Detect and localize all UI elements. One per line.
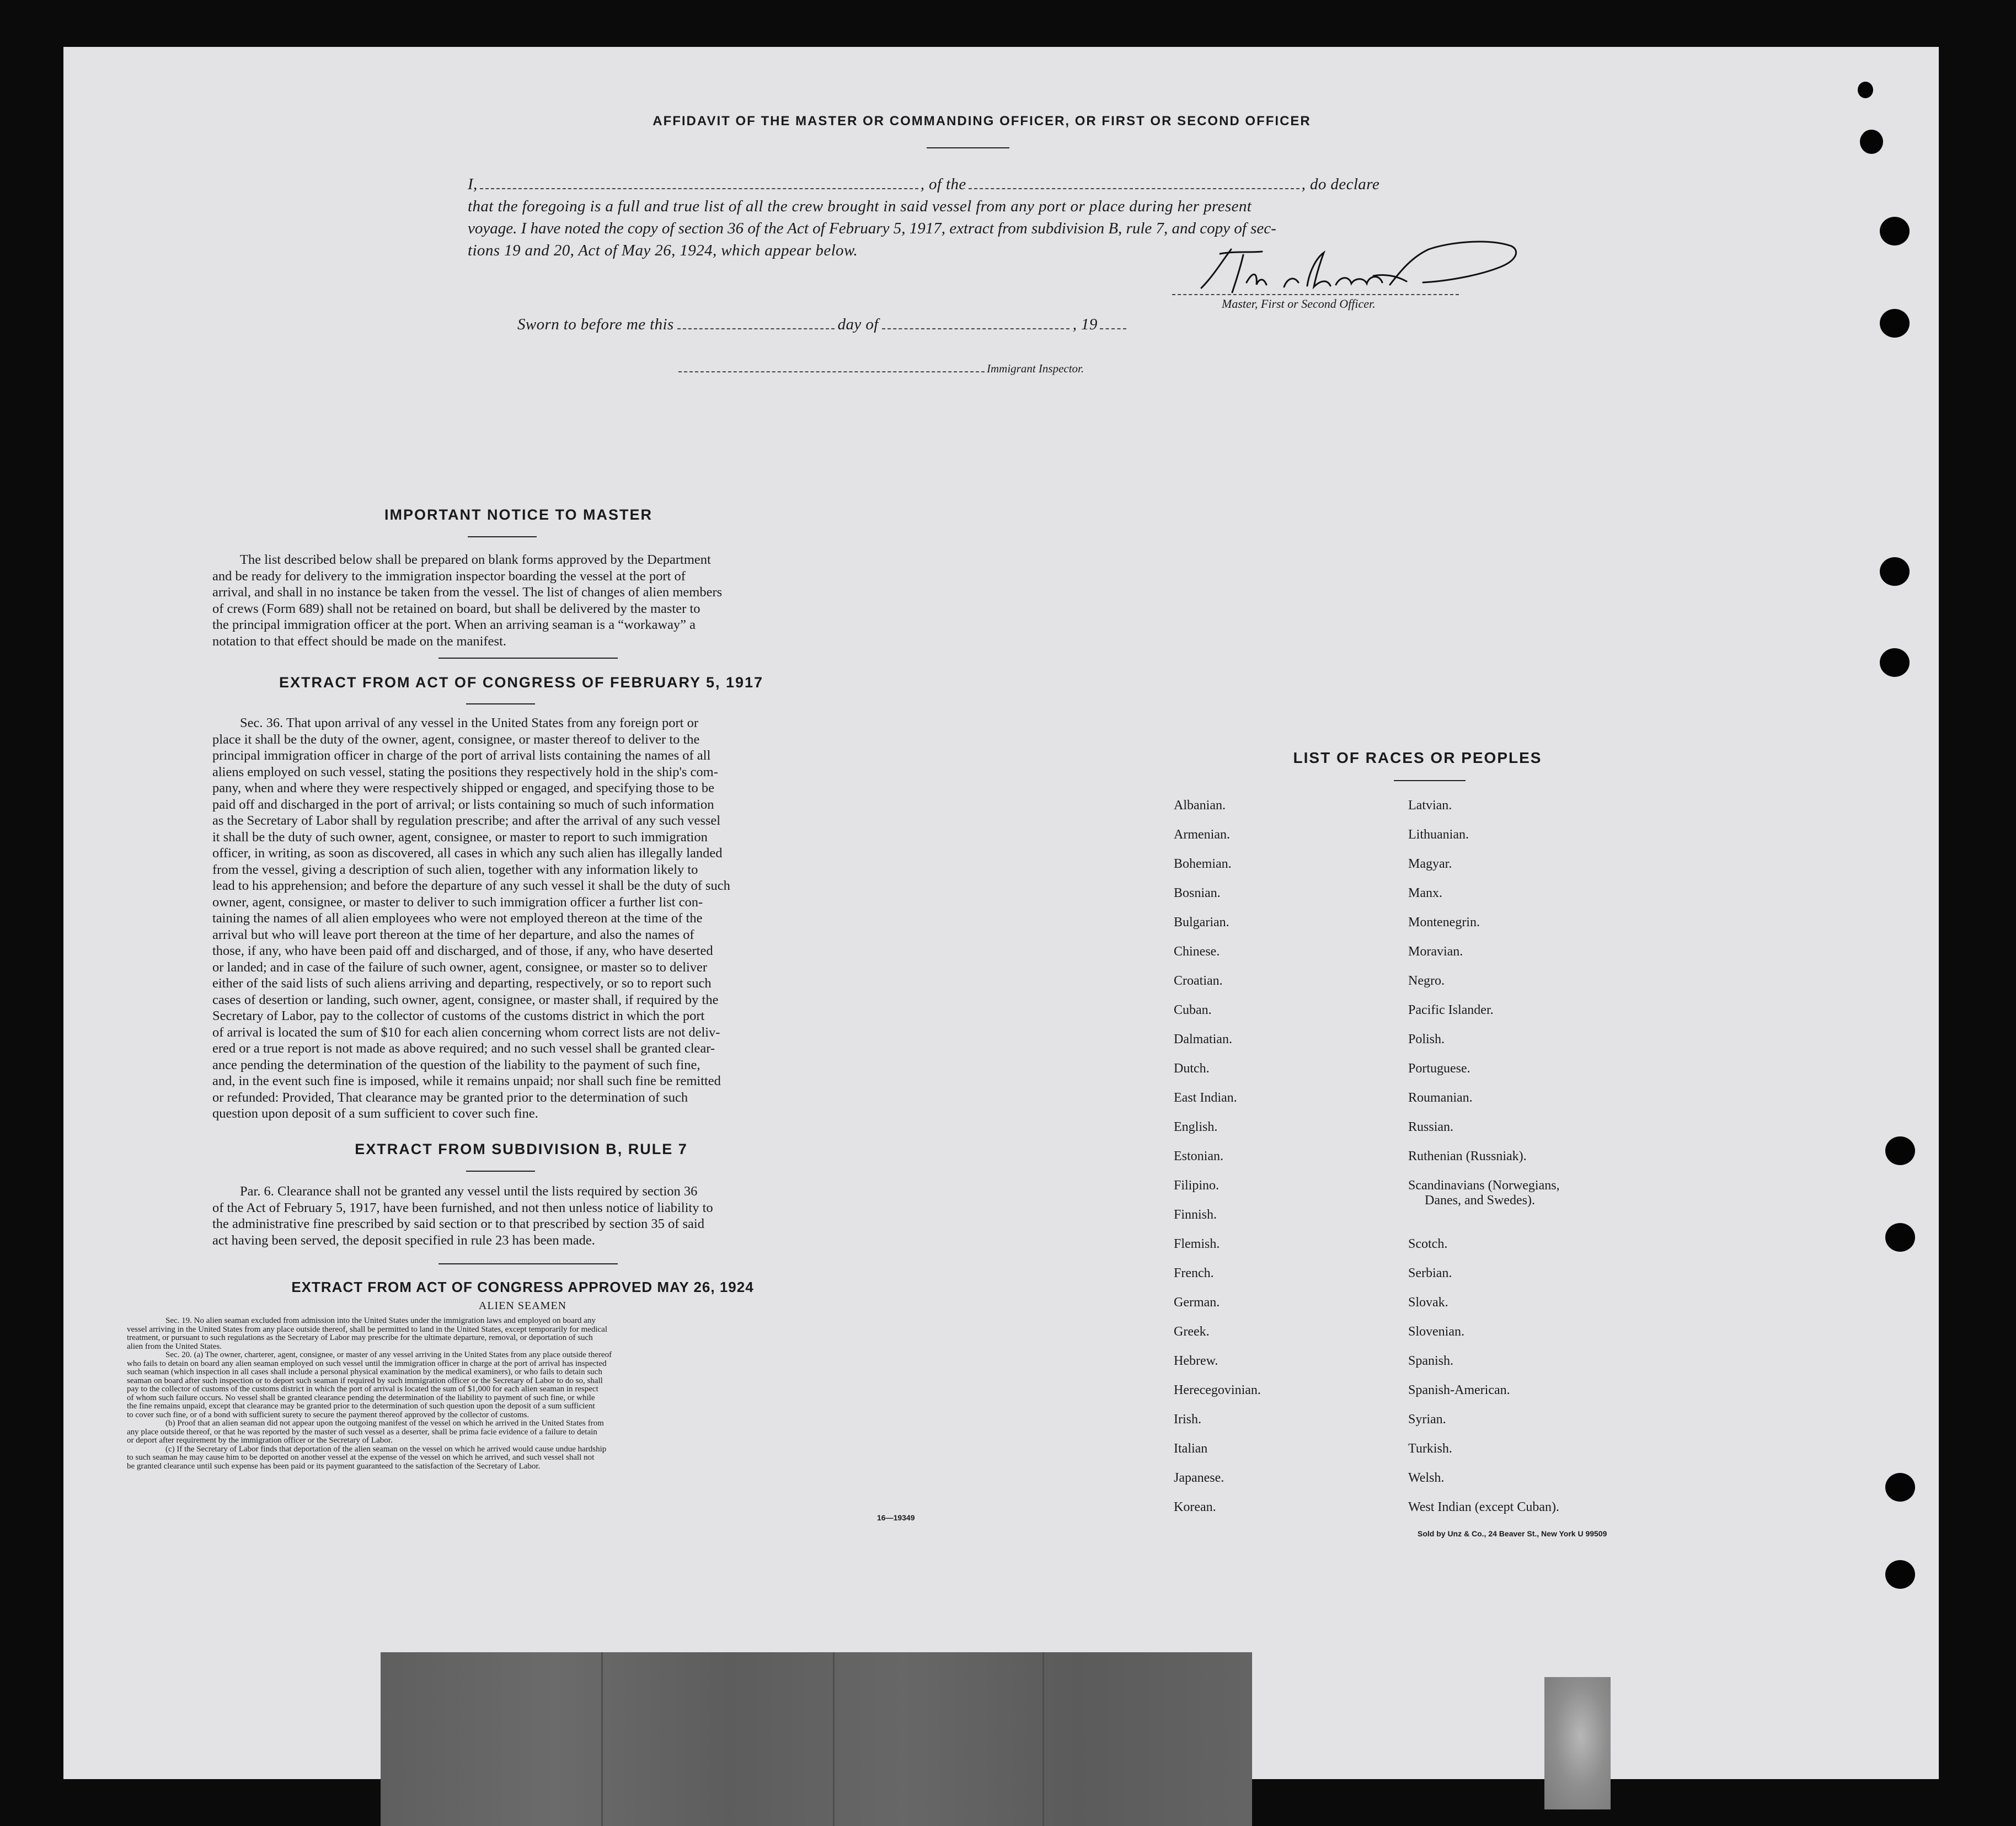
- affidavit-title: AFFIDAVIT OF THE MASTER OR COMMANDING OFFICER, OR FIRST OR SECOND OFFICER: [653, 114, 1311, 129]
- race-item: French.: [1174, 1266, 1214, 1280]
- races-left-column: [1174, 798, 1383, 1529]
- notice-body: [212, 552, 830, 649]
- form-number: 16—19349: [877, 1513, 915, 1522]
- extract-1917-line: ered or a true report is not made as above required; and no such vessel shall be granted clear-: [212, 1041, 715, 1056]
- sworn-day-of-label: day of: [837, 316, 879, 333]
- inspector-caption: Immigrant Inspector.: [987, 362, 1084, 375]
- binder-hole: [1880, 309, 1910, 338]
- race-item: Bosnian.: [1174, 886, 1221, 900]
- race-item: English.: [1174, 1120, 1218, 1134]
- races-title-rule: [1394, 780, 1466, 781]
- races-right-column: [1408, 798, 1640, 1529]
- extract-1924-line: Sec. 19. No alien seaman excluded from admission into the United States under the immigration laws and employed on board any: [165, 1316, 596, 1325]
- race-item: Pacific Islander.: [1408, 1003, 1494, 1017]
- binder-hole: [1858, 82, 1873, 98]
- tape-crease: [833, 1652, 835, 1826]
- extract-1917-line: principal immigration officer in charge of the port of arrival lists containing the names of all: [212, 748, 711, 763]
- extract-1917-line: cases of desertion or landing, such owner, agent, consignee, or master shall, if required by the: [212, 992, 719, 1007]
- race-item: Herecegovinian.: [1174, 1383, 1261, 1397]
- signature-line: [1172, 294, 1459, 295]
- race-item: Spanish-American.: [1408, 1383, 1510, 1397]
- notice-line: the principal immigration officer at the port. When an arriving seaman is a “workaway” a: [212, 617, 696, 632]
- affidavit-text-line: voyage. I have noted the copy of section 36 of the Act of February 5, 1917, extract from subdivision B, rule 7, and copy of sec-: [468, 220, 1276, 237]
- extract-1917-line: either of the said lists of such aliens arriving and departing, respectively, or so to report such: [212, 976, 712, 991]
- race-item: Russian.: [1408, 1120, 1454, 1134]
- sworn-year-label: , 19: [1072, 316, 1098, 333]
- race-item: Hebrew.: [1174, 1354, 1218, 1368]
- race-item: Spanish.: [1408, 1354, 1454, 1368]
- extract-1917-rule: [466, 703, 535, 704]
- extract-1924-line: (b) Proof that an alien seaman did not appear upon the outgoing manifest of the vessel on which he arrived in the United States from: [165, 1419, 604, 1428]
- stamp-mark: [1544, 1677, 1611, 1809]
- races-title: LIST OF RACES OR PEOPLES: [1293, 749, 1542, 766]
- extract-1924-line: or deport after requirement by the immigration officer or the Secretary of Labor.: [127, 1436, 393, 1445]
- affidavit-text-line: tions 19 and 20, Act of May 26, 1924, which appear below.: [468, 242, 858, 259]
- extract-1917-line: arrival but who will leave port thereon at the time of her departure, and also the names of: [212, 927, 694, 942]
- extract-1924-line: pay to the collector of customs of the customs district in which the port of arrival is located the sum of $1,000 for each alien seaman in respect: [127, 1385, 598, 1393]
- race-item: Danes, and Swedes).: [1425, 1193, 1535, 1208]
- race-item: Scandinavians (Norwegians,: [1408, 1178, 1560, 1193]
- extract-1917-line: from the vessel, giving a description of such alien, together with any information likely to: [212, 862, 698, 877]
- extract-1924-line: who fails to detain on board any alien seaman employed on such vessel until the immigration officer in charge at the port of arrival has inspected: [127, 1359, 607, 1368]
- extract-1924-line: (c) If the Secretary of Labor finds that deportation of the alien seaman on the vessel on which he arrived would cause undue hardship: [165, 1444, 607, 1454]
- race-item: Flemish.: [1174, 1237, 1220, 1251]
- extract-rule7-body: [212, 1183, 830, 1248]
- race-item: Bulgarian.: [1174, 915, 1229, 930]
- notice-title-rule: [468, 536, 537, 537]
- vessel-name-field[interactable]: [969, 176, 1300, 189]
- race-item: Slovenian.: [1408, 1325, 1464, 1339]
- binder-hole: [1885, 1136, 1915, 1165]
- race-item: Portuguese.: [1408, 1061, 1470, 1076]
- race-item: Irish.: [1174, 1412, 1201, 1427]
- sworn-day-field[interactable]: [677, 316, 835, 329]
- extract-1917-body: [212, 715, 830, 1122]
- race-item: Croatian.: [1174, 974, 1223, 988]
- extract-rule7-line: of the Act of February 5, 1917, have been furnished, and not then unless notice of liability to: [212, 1200, 713, 1215]
- extract-1924-line: of whom such failure occurs. No vessel shall be granted clearance pending the determination of the liability to payment of such fine, or while: [127, 1393, 595, 1402]
- adhesive-tape: [381, 1652, 1252, 1826]
- extract-1917-line: paid off and discharged in the port of arrival; or lists containing so much of such information: [212, 797, 714, 812]
- binder-hole: [1885, 1560, 1915, 1589]
- binder-hole: [1880, 648, 1910, 677]
- extract-rule7-title: EXTRACT FROM SUBDIVISION B, RULE 7: [355, 1141, 688, 1157]
- race-item: Lithuanian.: [1408, 827, 1469, 842]
- notice-line: arrival, and shall in no instance be taken from the vessel. The list of changes of alien members: [212, 585, 723, 600]
- extract-1924-line: any place outside thereof, or that he was reported by the master of such vessel as a deserter, shall be prima facie evidence of a failure to detain: [127, 1427, 597, 1437]
- race-item: Serbian.: [1408, 1266, 1452, 1280]
- sworn-month-field[interactable]: [882, 316, 1070, 329]
- race-item: Chinese.: [1174, 944, 1220, 959]
- extract-1924-line: be granted clearance until such expense has been paid or its payment guaranteed to the satisfaction of the Secretary of Labor.: [127, 1461, 541, 1471]
- extract-1917-line: those, if any, who have been paid off and discharged, and of those, if any, who have deserted: [212, 943, 713, 958]
- extract-1924-line: vessel arriving in the United States from any place outside thereof, shall be permitted to land in the United States, except temporarily for medical: [127, 1325, 607, 1334]
- extract-1917-line: lead to his apprehension; and before the departure of any such vessel it shall be the duty of such: [212, 878, 730, 893]
- race-item: East Indian.: [1174, 1091, 1237, 1105]
- extract-1917-line: and, in the event such fine is imposed, while it remains unpaid; nor shall such fine be remitted: [212, 1074, 721, 1088]
- extract-1924-line: such seaman (which inspection in all cases shall include a personal physical examination by the medical examiners), or who fails to detain such: [127, 1368, 602, 1376]
- declarant-label: I,: [468, 175, 478, 193]
- race-item: Negro.: [1408, 974, 1445, 988]
- race-item: Slovak.: [1408, 1295, 1448, 1310]
- extract-1924-title: EXTRACT FROM ACT OF CONGRESS APPROVED MAY 26, 1924: [291, 1279, 754, 1295]
- race-item: Moravian.: [1408, 944, 1463, 959]
- race-item: Roumanian.: [1408, 1091, 1473, 1105]
- notice-line: The list described below shall be prepared on blank forms approved by the Department: [240, 552, 711, 567]
- race-item: Filipino.: [1174, 1178, 1220, 1193]
- extract-1924-line: seaman on board after such inspection or to deport such seaman if required by such immigration officer or the Secretary of Labor to do so, shall: [127, 1376, 603, 1385]
- race-item: Turkish.: [1408, 1441, 1452, 1456]
- extract-1917-line: it shall be the duty of such owner, agent, consignee, or master to report to such immigration: [212, 829, 708, 845]
- race-item: Estonian.: [1174, 1149, 1223, 1163]
- extract-rule7-line: act having been served, the deposit specified in rule 23 has been made.: [212, 1232, 595, 1248]
- declare-label: , do declare: [1301, 175, 1380, 193]
- extract-1917-title: EXTRACT FROM ACT OF CONGRESS OF FEBRUARY 5, 1917: [279, 674, 764, 691]
- extract-1917-line: as the Secretary of Labor shall by regulation prescribe; and after the arrival of any such vessel: [212, 813, 721, 828]
- extract-1924-subtitle: ALIEN SEAMEN: [478, 1300, 567, 1312]
- extract-1917-line: officer, in writing, as soon as discovered, all cases in which any such alien has illegally landed: [212, 846, 723, 861]
- race-item: German.: [1174, 1295, 1220, 1310]
- binder-hole: [1860, 130, 1883, 154]
- signature-caption: Master, First or Second Officer.: [1222, 297, 1376, 311]
- extract-1924-line: treatment, or pursuant to such regulations as the Secretary of Labor may prescribe for the ultimate departure, removal, or deportation of such: [127, 1333, 593, 1342]
- tape-crease: [601, 1652, 603, 1826]
- extract-1917-line: pany, when and where they were respectively shipped or engaged, and specifying those to be: [212, 781, 715, 795]
- binder-hole: [1880, 557, 1910, 586]
- affidavit-title-rule: [927, 147, 1009, 148]
- notice-line: of crews (Form 689) shall not be retained on board, but shall be delivered by the master to: [212, 601, 700, 616]
- sworn-line: [517, 316, 1129, 334]
- extract-1917-line: question upon deposit of a sum sufficient to cover such fine.: [212, 1106, 538, 1121]
- race-item: Ruthenian (Russniak).: [1408, 1149, 1527, 1163]
- extract-1917-line: or refunded: Provided, That clearance may be granted prior to the determination of such: [212, 1090, 688, 1105]
- race-item: West Indian (except Cuban).: [1408, 1500, 1559, 1514]
- extract-1924-line: to such seaman he may cause him to be deported on another vessel at the expense of the vessel on which he arrived, and such vessel shall not: [127, 1453, 595, 1462]
- extract-1917-line: owner, agent, consignee, or master to deliver to such immigration officer a further list con-: [212, 894, 703, 910]
- race-item: Dalmatian.: [1174, 1032, 1232, 1047]
- extract-1917-line: ance pending the determination of the question of the liability to the payment of such fine,: [212, 1057, 700, 1072]
- extract-1924-line: Sec. 20. (a) The owner, charterer, agent, consignee, or master of any vessel arriving in the United States from any place outside thereof: [165, 1350, 612, 1359]
- race-item: Latvian.: [1408, 798, 1452, 813]
- race-item: Dutch.: [1174, 1061, 1210, 1076]
- extract-1917-line: taining the names of all alien employees who were not employed thereon at the time of the: [212, 911, 703, 926]
- extract-1917-line: Sec. 36. That upon arrival of any vessel in the United States from any foreign port or: [240, 716, 698, 730]
- race-item: Armenian.: [1174, 827, 1230, 842]
- race-item: Greek.: [1174, 1325, 1210, 1339]
- extract-rule7-rule: [466, 1171, 535, 1172]
- race-item: Welsh.: [1408, 1471, 1445, 1485]
- race-item: Polish.: [1408, 1032, 1445, 1047]
- race-item: Syrian.: [1408, 1412, 1446, 1427]
- extract-1917-line: of arrival is located the sum of $10 for each alien concerning whom correct lists are not deliv-: [212, 1024, 720, 1040]
- race-item: Montenegrin.: [1408, 915, 1480, 930]
- binder-hole: [1885, 1223, 1915, 1252]
- tape-crease: [1042, 1652, 1044, 1826]
- affidavit-text-line: that the foregoing is a full and true list of all the crew brought in said vessel from any port or place during her present: [468, 197, 1252, 215]
- race-item: Cuban.: [1174, 1003, 1212, 1017]
- affidavit-declaration-line: [468, 175, 1498, 194]
- race-item: Italian: [1174, 1441, 1208, 1456]
- inspector-signature-field[interactable]: [678, 362, 985, 372]
- printer-imprint: Sold by Unz & Co., 24 Beaver St., New York U 99509: [1418, 1529, 1607, 1538]
- extract-1924-line: the fine remains unpaid, except that clearance may be granted prior to the determination of such question upon the deposit of a sum sufficient: [127, 1402, 595, 1411]
- race-item: Magyar.: [1408, 857, 1452, 871]
- extract-1924-line: alien from the United States.: [127, 1342, 222, 1351]
- race-item: Korean.: [1174, 1500, 1216, 1514]
- race-item-multiline: [1408, 1178, 1640, 1237]
- extract-rule7-line: the administrative fine prescribed by said section or to that prescribed by section 35 of said: [212, 1216, 704, 1231]
- binder-hole: [1880, 217, 1910, 245]
- notice-line: notation to that effect should be made on the manifest.: [212, 633, 506, 649]
- extract-1917-line: Secretary of Labor, pay to the collector of customs of the customs district in which the port: [212, 1008, 705, 1023]
- extract-1924-line: to cover such fine, or of a bond with sufficient surety to secure the payment thereof approved by the collector of customs.: [127, 1410, 530, 1419]
- vessel-label: , of the: [920, 175, 966, 193]
- section-divider: [439, 658, 618, 659]
- extract-rule7-line: Par. 6. Clearance shall not be granted any vessel until the lists required by section 36: [240, 1184, 698, 1199]
- notice-title: IMPORTANT NOTICE TO MASTER: [384, 506, 653, 523]
- race-item: Albanian.: [1174, 798, 1226, 813]
- race-item: Scotch.: [1408, 1237, 1448, 1251]
- binder-hole: [1885, 1473, 1915, 1502]
- extract-1917-line: place it shall be the duty of the owner, agent, consignee, or master thereof to deliver to the: [212, 732, 700, 747]
- notice-line: and be ready for delivery to the immigration inspector boarding the vessel at the port of: [212, 568, 686, 584]
- declarant-name-field[interactable]: [480, 176, 918, 189]
- sworn-year-field[interactable]: [1100, 316, 1126, 329]
- section-divider: [439, 1263, 618, 1264]
- master-signature: [1191, 237, 1522, 303]
- extract-1924-body: [127, 1317, 921, 1471]
- extract-1917-line: or landed; and in case of the failure of such owner, agent, consignee, or master so to deliver: [212, 959, 708, 975]
- race-item: Bohemian.: [1174, 857, 1232, 871]
- extract-1917-line: aliens employed on such vessel, stating the positions they respectively hold in the ship's com-: [212, 764, 718, 779]
- race-item: Manx.: [1408, 886, 1442, 900]
- sworn-label: Sworn to before me this: [517, 316, 674, 333]
- race-item: Finnish.: [1174, 1208, 1217, 1222]
- race-item: Japanese.: [1174, 1471, 1224, 1485]
- inspector-line: [678, 362, 1084, 376]
